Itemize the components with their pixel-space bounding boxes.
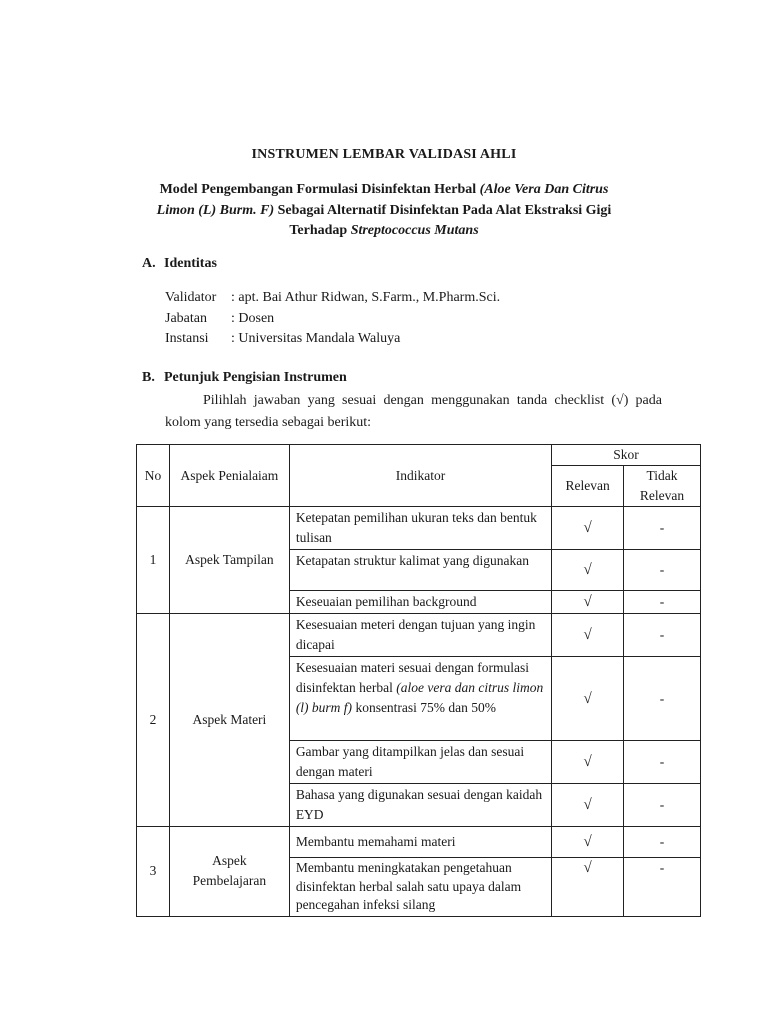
validation-table	[136, 444, 701, 917]
document-title: INSTRUMEN LEMBAR VALIDASI AHLI	[251, 147, 517, 162]
section-b-heading	[142, 370, 347, 386]
indicator-text-post: konsentrasi 75% dan 50%	[352, 700, 497, 715]
row-number: 1	[137, 507, 170, 614]
relevan-check: √	[552, 741, 624, 784]
identity-label: Instansi	[165, 331, 209, 346]
identity-block	[165, 288, 500, 350]
header-skor: Skor	[552, 445, 701, 466]
relevan-check: √	[552, 827, 624, 858]
identity-row-instansi	[165, 329, 500, 350]
section-a-heading	[142, 256, 217, 272]
row-indicator: Membantu meningkatakan pengetahuan disinfektan herbal salah satu upaya dalam pencegahan infeksi silang	[289, 858, 551, 917]
row-indicator: Bahasa yang digunakan sesuai dengan kaidah EYD	[289, 784, 551, 827]
table-row	[137, 614, 701, 657]
indicator-text-pre: Kesesuaian materi sesuai dengan formulasi disinfektan herbal	[295, 660, 529, 695]
row-number: 2	[137, 614, 170, 827]
relevan-check: √	[552, 591, 624, 614]
tidak-relevan-mark: -	[624, 591, 701, 614]
table-row	[137, 507, 701, 550]
row-aspect: Aspek Tampilan	[169, 507, 289, 614]
row-indicator: Ketepatan pemilihan ukuran teks dan bentuk tulisan	[289, 507, 551, 550]
identity-label: Validator	[165, 290, 217, 305]
header-aspek: Aspek Penialaiam	[169, 445, 289, 507]
row-indicator: Kesesuaian meteri dengan tujuan yang ingin dicapai	[289, 614, 551, 657]
header-indikator: Indikator	[289, 445, 551, 507]
table-header-row	[137, 445, 701, 466]
instructions-line2: kolom yang tersedia sebagai berikut:	[165, 415, 372, 430]
indicator-text-italic: (aloe vera dan citrus limon (l) burm f)	[295, 680, 544, 715]
section-a-title: Identitas	[164, 256, 217, 271]
instructions-line1: Pilihlah jawaban yang sesuai dengan menggunakan tanda checklist (√) pada	[203, 393, 662, 408]
relevan-check: √	[552, 784, 624, 827]
tidak-relevan-mark: -	[624, 614, 701, 657]
subtitle-italic2: Streptococcus Mutans	[350, 223, 479, 238]
tidak-relevan-mark: -	[624, 827, 701, 858]
header-relevan: Relevan	[552, 466, 624, 507]
identity-value: : apt. Bai Athur Ridwan, S.Farm., M.Pharm.Sci.	[231, 290, 501, 305]
relevan-check: √	[552, 657, 624, 741]
identity-value: : Dosen	[231, 310, 275, 326]
relevan-check: √	[552, 507, 624, 550]
identity-row-jabatan	[165, 309, 500, 330]
document-subtitle	[140, 180, 628, 242]
tidak-relevan-mark: -	[624, 550, 701, 591]
relevan-check: √	[552, 550, 624, 591]
subtitle-part1: Model Pengembangan Formulasi Disinfektan Herbal	[159, 182, 480, 197]
tidak-relevan-mark: -	[624, 858, 701, 917]
identity-value: : Universitas Mandala Waluya	[231, 331, 401, 346]
tidak-relevan-mark: -	[624, 657, 701, 741]
header-no: No	[137, 445, 170, 507]
subtitle-italic1: (Aloe Vera Dan Citrus Limon (L) Burm. F)	[156, 182, 609, 218]
row-indicator: Keseuaian pemilihan background	[289, 591, 551, 614]
row-indicator	[289, 657, 551, 741]
row-number: 3	[137, 827, 170, 917]
section-a-number: A.	[142, 256, 156, 271]
row-indicator: Gambar yang ditampilkan jelas dan sesuai dengan materi	[289, 741, 551, 784]
identity-row-validator	[165, 288, 500, 309]
tidak-relevan-mark: -	[624, 507, 701, 550]
subtitle-part2: Sebagai Alternatif Disinfektan Pada Alat Ekstraksi Gigi Terhadap	[274, 202, 612, 238]
instructions	[165, 390, 662, 434]
identity-label: Jabatan	[165, 310, 207, 326]
tidak-relevan-mark: -	[624, 784, 701, 827]
relevan-check: √	[552, 858, 624, 917]
row-aspect: Aspek Materi	[169, 614, 289, 827]
row-aspect: Aspek Pembelajaran	[169, 827, 289, 917]
section-b-number: B.	[142, 370, 155, 385]
row-indicator: Membantu memahami materi	[289, 827, 551, 858]
section-b-title: Petunjuk Pengisian Instrumen	[164, 370, 347, 385]
tidak-relevan-mark: -	[624, 741, 701, 784]
relevan-check: √	[552, 614, 624, 657]
header-tidak-relevan: Tidak Relevan	[624, 466, 701, 507]
row-indicator: Ketapatan struktur kalimat yang digunakan	[289, 550, 551, 591]
table-row	[137, 827, 701, 858]
